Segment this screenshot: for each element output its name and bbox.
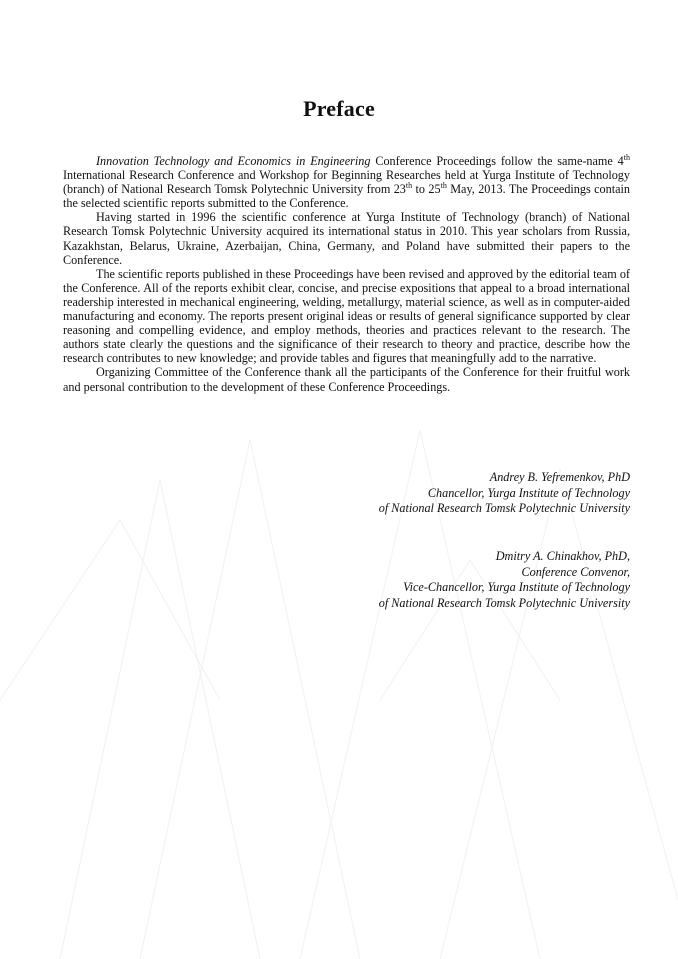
paragraph-intro: Innovation Technology and Economics in Engineering Conference Proceedings follow the same-name 4th International Research Conference and Workshop for Beginning Researches held at Yurga Institute of Technology (branch) of National Research Tomsk Polytechnic University from 23th to 25th May, 2013. The Proceedings contain the selected scientific reports submitted to the Conference. bbox=[63, 153, 631, 211]
signature-block-vice-chancellor bbox=[230, 549, 630, 611]
signature-affiliation: of National Research Tomsk Polytechnic University bbox=[378, 595, 630, 610]
signature-position: Vice-Chancellor, Yurga Institute of Technology bbox=[403, 580, 630, 595]
proceedings-title-italic: Innovation Technology and Economics in Engineering bbox=[96, 154, 371, 168]
signature-role: Conference Convenor, bbox=[521, 564, 630, 579]
signature-block-chancellor bbox=[230, 470, 630, 517]
signature-position: Chancellor, Yurga Institute of Technology bbox=[427, 485, 630, 500]
page-title: Preface bbox=[303, 96, 375, 121]
signature-name: Andrey B. Yefremenkov, PhD bbox=[489, 470, 630, 484]
signature-affiliation: of National Research Tomsk Polytechnic University bbox=[378, 501, 630, 516]
paragraph-history: Having started in 1996 the scientific conference at Yurga Institute of Technology (branch) of National Research Tomsk Polytechnic University acquired its international status in 2010. This year scholars from Russia, Kazakhstan, Belarus, Ukraine, Azerbaijan, China, Germany, and Poland have submitted their papers to the Conference. bbox=[63, 210, 630, 267]
preface-body bbox=[63, 154, 630, 394]
signature-name: Dmitry A. Chinakhov, PhD, bbox=[495, 549, 630, 563]
paragraph-thanks: Organizing Committee of the Conference thank all the participants of the Conference for their fruitful work and personal contribution to the development of these Conference Proceedings. bbox=[63, 365, 630, 394]
paragraph-review: The scientific reports published in these Proceedings have been revised and approved by the editorial team of the Conference. All of the reports exhibit clear, concise, and precise expositions that appeal to a broad international readership interested in mechanical engineering, welding, metallurgy, material science, as well as in computer-aided manufacturing and economy. The reports present original ideas or results of general significance supported by clear reasoning and compelling evidence, and employ methods, theories and practices relevant to the research. The authors state clearly the questions and the significance of their research to theory and practice, describe how the research contributes to new knowledge; and provide tables and figures that meaningfully add to the narrative. bbox=[63, 266, 630, 366]
